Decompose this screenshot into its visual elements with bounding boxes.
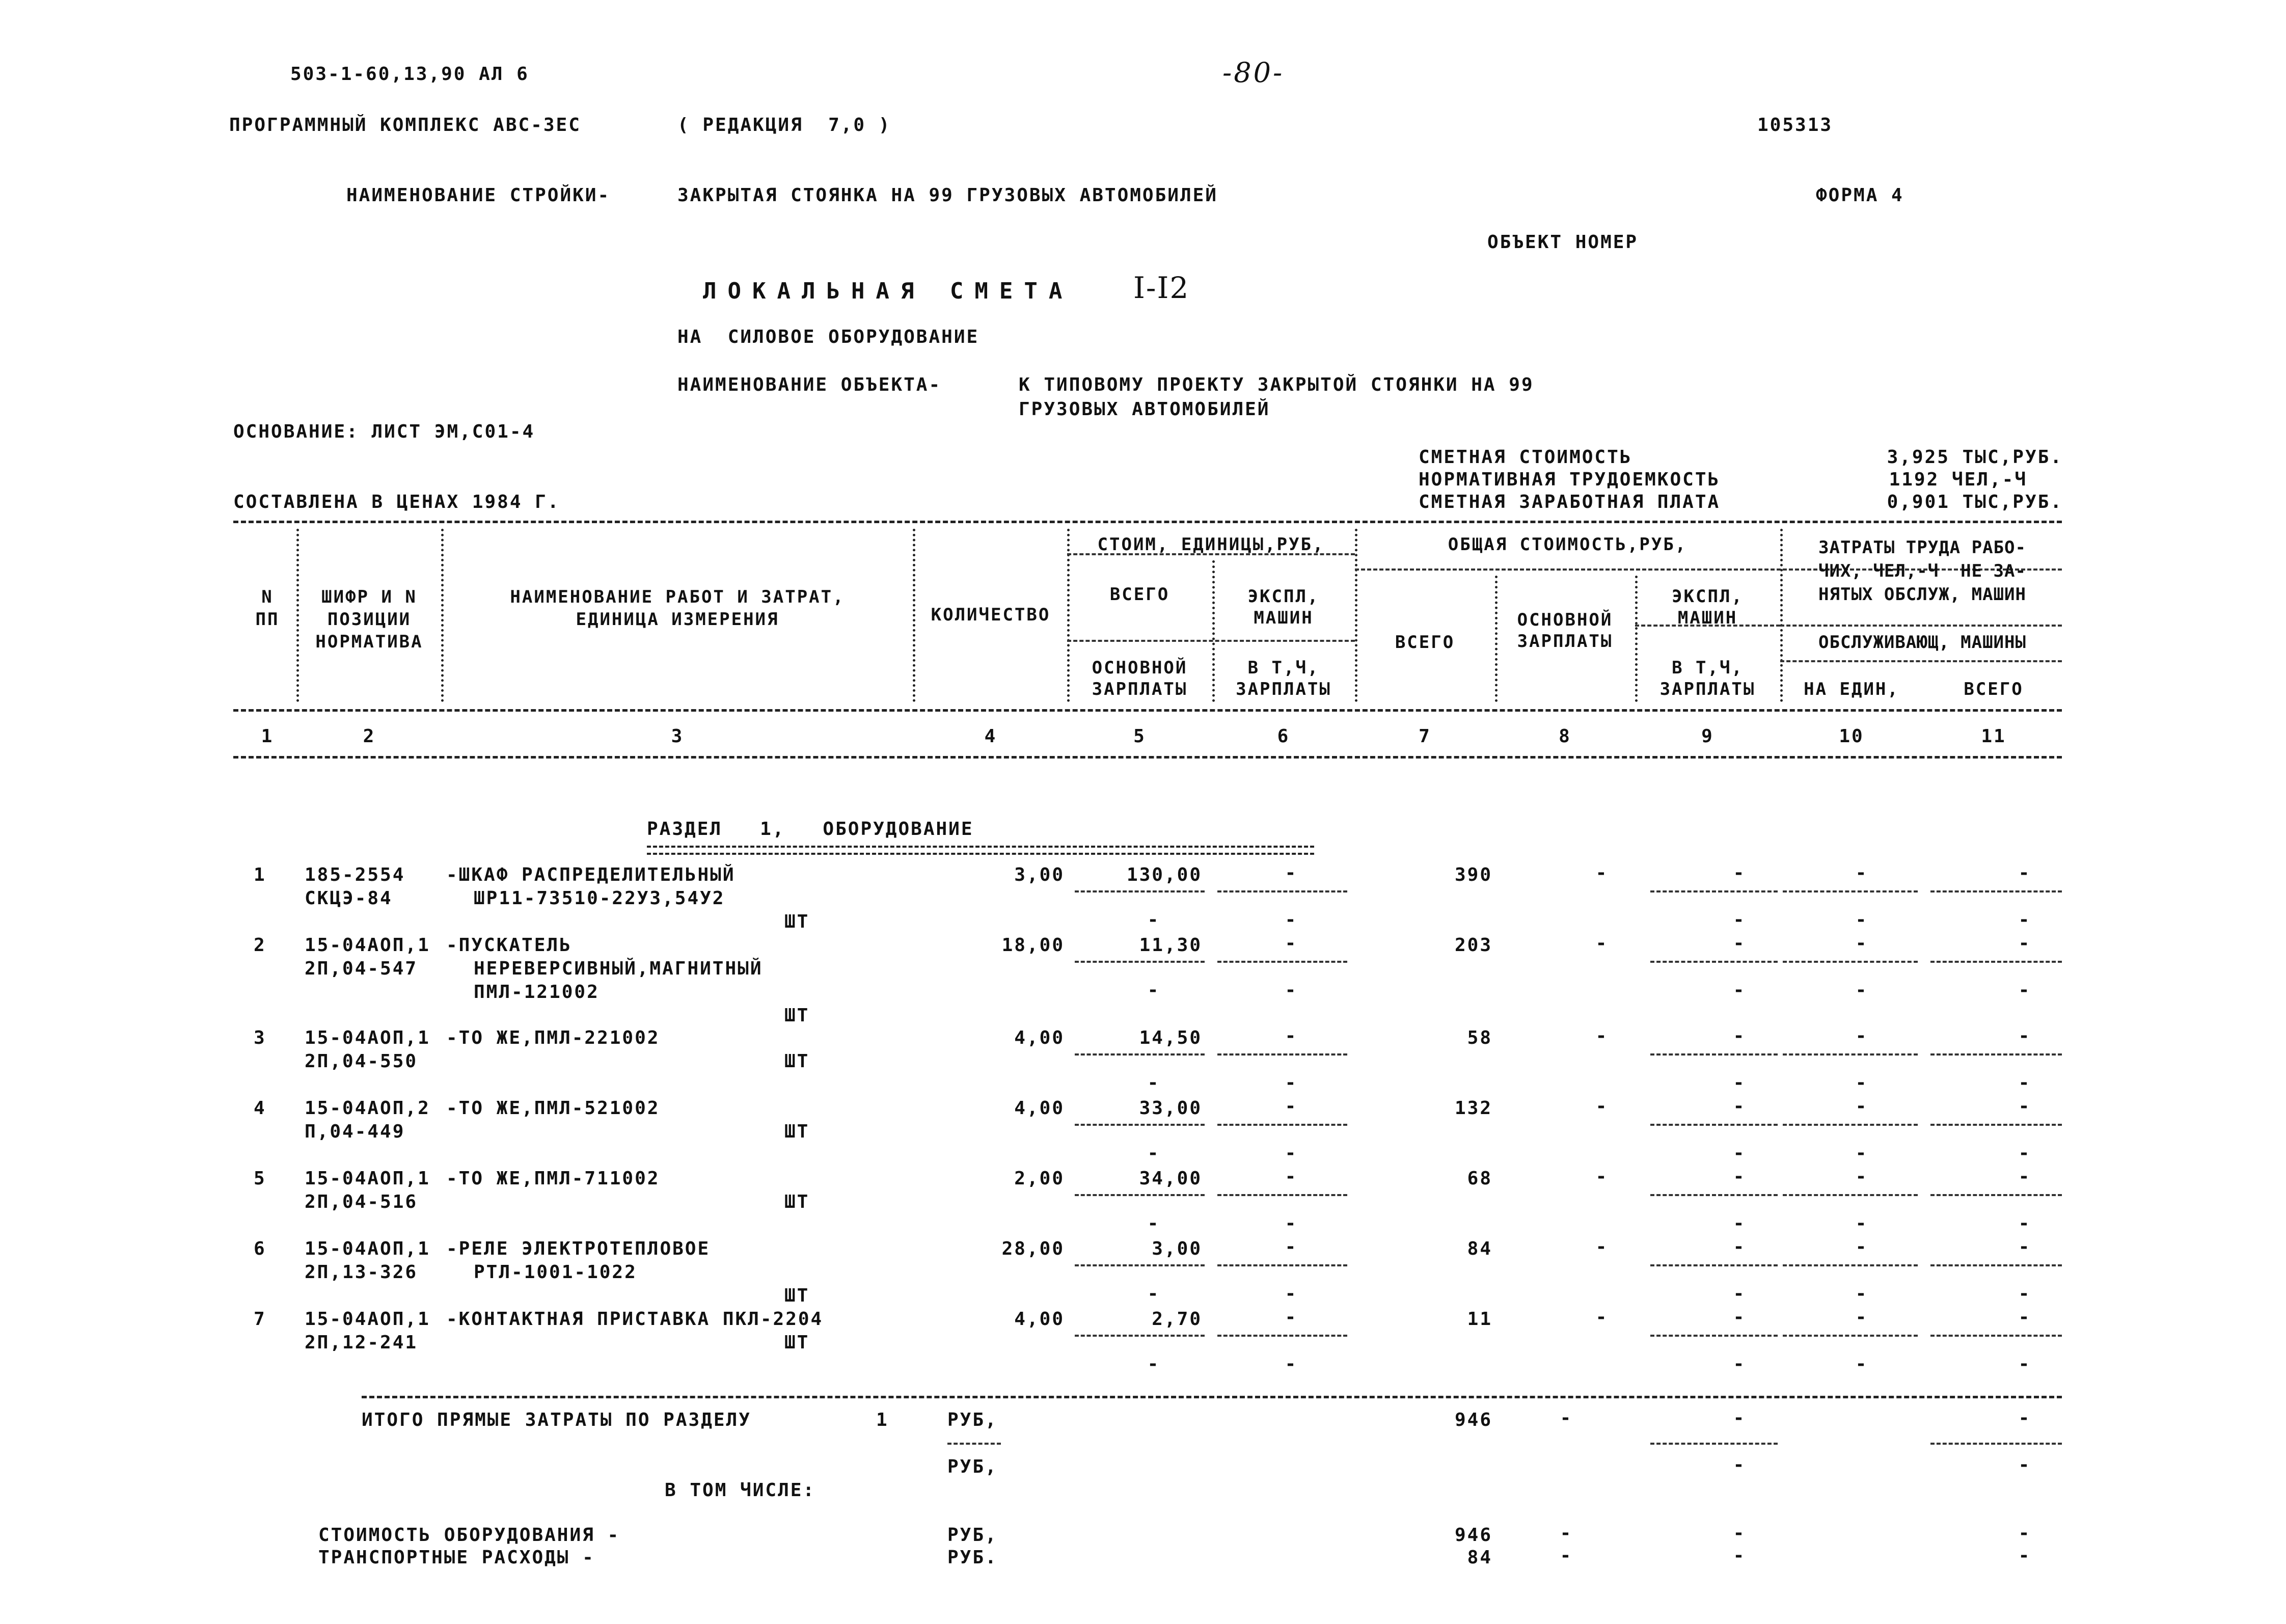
unit-expl-title: ЭКСПЛ, МАШИН: [1247, 586, 1320, 628]
labor-unit-title: НА ЕДИН,: [1804, 679, 1899, 699]
dash-mark: -: [1560, 1408, 1573, 1428]
dash-mark: -: [1147, 1072, 1160, 1093]
work-name: -ПУСКАТЕЛЬ: [446, 935, 572, 956]
total-wage-title: ОСНОВНОЙ ЗАРПЛАТЫ: [1517, 610, 1613, 652]
row-number: 1: [254, 864, 266, 885]
row-number: 6: [254, 1238, 266, 1259]
dash-mark: -: [1595, 1236, 1609, 1257]
norm-code: 15-04АОП,1: [305, 1027, 430, 1048]
header-rule: [1067, 640, 1355, 642]
col-2-title: ШИФР И N ПОЗИЦИИ НОРМАТИВА: [315, 587, 423, 652]
dash-mark: -: [1595, 1096, 1609, 1117]
dash-mark: -: [1855, 909, 1868, 930]
norm-code: 15-04АОП,2: [305, 1098, 430, 1119]
cell-rule: [1217, 1124, 1347, 1126]
cell-rule: [1930, 890, 2062, 892]
dash-mark: -: [1733, 1025, 1746, 1046]
dash-mark: -: [1285, 1096, 1298, 1117]
col-number: 5: [1133, 726, 1146, 747]
dash-mark: -: [1285, 933, 1298, 954]
unit-price: 34,00: [1139, 1168, 1202, 1189]
cell-rule: [1650, 1124, 1778, 1126]
dash-mark: -: [1285, 1213, 1298, 1234]
cell-rule: [1075, 1124, 1205, 1126]
norm-code-extra: 2П,04-550: [305, 1051, 418, 1072]
price-basis: СОСТАВЛЕНА В ЦЕНАХ 1984 Г.: [233, 492, 560, 512]
total-cost: 58: [1467, 1027, 1492, 1048]
col-divider: [913, 529, 915, 702]
dash-mark: -: [1733, 1454, 1746, 1475]
cell-rule: [1217, 1264, 1347, 1266]
dash-mark: -: [1855, 1283, 1868, 1304]
dash-mark: -: [2018, 1354, 2031, 1374]
equipment-cost-label: СТОИМОСТЬ ОБОРУДОВАНИЯ -: [318, 1525, 620, 1546]
cell-rule: [1650, 961, 1778, 963]
cell-rule: [1650, 1194, 1778, 1196]
dash-mark: -: [1285, 1072, 1298, 1093]
norm-code-extra: 2П,04-516: [305, 1192, 418, 1212]
dash-mark: -: [1285, 909, 1298, 930]
total-cost: 68: [1467, 1168, 1492, 1189]
object-label: НАИМЕНОВАНИЕ ОБЪЕКТА-: [677, 374, 942, 395]
total-cost: 84: [1467, 1238, 1492, 1259]
dash-mark: -: [1147, 1143, 1160, 1163]
dash-mark: -: [2018, 1236, 2031, 1257]
unit-of-measure: ШТ: [784, 911, 810, 932]
header-bottom-rule: [233, 756, 2062, 759]
quantity: 3,00: [1014, 864, 1065, 885]
dash-mark: -: [2018, 980, 2031, 1000]
dash-mark: -: [1147, 1354, 1160, 1374]
footer-rule: [1650, 1443, 1778, 1445]
cell-rule: [1930, 1264, 2062, 1266]
dash-mark: -: [1855, 1072, 1868, 1093]
cell-rule: [1075, 961, 1205, 963]
unit-of-measure: ШТ: [784, 1005, 810, 1026]
col-1-title: N ПП: [255, 587, 280, 630]
dash-mark: -: [1595, 1025, 1609, 1046]
work-name: -КОНТАКТНАЯ ПРИСТАВКА ПКЛ-2204: [446, 1309, 824, 1330]
labor-title: ЗАТРАТЫ ТРУДА РАБО- ЧИХ, ЧЕЛ,-Ч НЕ ЗА- НЯТЫХ ОБСЛУЖ, МАШИН: [1818, 537, 2026, 605]
total-wage2-title: В Т,Ч, ЗАРПЛАТЫ: [1659, 658, 1756, 699]
norm-code: 15-04АОП,1: [305, 935, 430, 956]
dash-mark: -: [2018, 1072, 2031, 1093]
col-number: 6: [1277, 726, 1290, 747]
section-underline: [647, 846, 1314, 855]
cell-rule: [1650, 1053, 1778, 1055]
section-title: РАЗДЕЛ 1, ОБОРУДОВАНИЕ: [647, 819, 974, 840]
dash-mark: -: [1733, 980, 1746, 1000]
object-number-label: ОБЪЕКТ НОМЕР: [1487, 232, 1639, 253]
dash-mark: -: [1560, 1523, 1573, 1544]
norm-code: 185-2554: [305, 864, 405, 885]
dash-mark: -: [2018, 1025, 2031, 1046]
dash-mark: -: [1855, 1025, 1868, 1046]
unit-cost-title: СТОИМ, ЕДИНИЦЫ,РУБ,: [1097, 534, 1325, 555]
transport-cost-label: ТРАНСПОРТНЫЕ РАСХОДЫ -: [318, 1547, 595, 1568]
cell-rule: [1217, 1335, 1347, 1337]
row-number: 2: [254, 935, 266, 956]
dash-mark: -: [1855, 1354, 1868, 1374]
work-name: -ТО ЖЕ,ПМЛ-521002: [446, 1098, 660, 1119]
cell-rule: [1783, 1124, 1918, 1126]
cell-rule: [1650, 1264, 1778, 1266]
unit-of-measure: ШТ: [784, 1332, 810, 1353]
dash-mark: -: [2018, 1143, 2031, 1163]
col-divider: [1355, 529, 1357, 702]
header-top-rule: [233, 521, 2062, 523]
total-cost: 132: [1454, 1098, 1492, 1119]
unit-of-measure: ШТ: [784, 1051, 810, 1072]
dash-mark: -: [1855, 1166, 1868, 1187]
unit-price: 3,00: [1152, 1238, 1202, 1259]
total-value: 946: [1454, 1410, 1492, 1430]
dash-mark: -: [1595, 1166, 1609, 1187]
cell-rule: [1930, 1053, 2062, 1055]
total-currency: РУБ,: [947, 1410, 998, 1430]
row-number: 5: [254, 1168, 266, 1189]
norm-code: 15-04АОП,1: [305, 1168, 430, 1189]
construction-label: НАИМЕНОВАНИЕ СТРОЙКИ-: [346, 185, 611, 206]
row-number: 3: [254, 1027, 266, 1048]
cell-rule: [1075, 1053, 1205, 1055]
total-cost: 203: [1454, 935, 1492, 956]
cell-rule: [1217, 890, 1347, 892]
dash-mark: -: [1855, 1096, 1868, 1117]
document-subtitle: НА СИЛОВОЕ ОБОРУДОВАНИЕ: [677, 327, 979, 347]
document-code: 503-1-60,13,90 АЛ 6: [290, 64, 529, 85]
dash-mark: -: [2018, 1213, 2031, 1234]
dash-mark: -: [1285, 1143, 1298, 1163]
cell-rule: [1650, 1335, 1778, 1337]
col-number: 7: [1419, 726, 1431, 747]
total-cost: 11: [1467, 1309, 1492, 1330]
unit-of-measure: ШТ: [784, 1192, 810, 1212]
summary-value-wage: 0,901 ТЫС,РУБ.: [1887, 492, 2063, 512]
sub-currency: РУБ,: [947, 1456, 998, 1477]
total-section-number: 1: [876, 1410, 889, 1430]
dash-mark: -: [1855, 1307, 1868, 1328]
cell-rule: [1075, 1335, 1205, 1337]
unit-wage-title: ОСНОВНОЙ ЗАРПЛАТЫ: [1092, 658, 1188, 699]
dash-mark: -: [1285, 1283, 1298, 1304]
dash-mark: -: [1855, 1143, 1868, 1163]
equipment-cost-value: 946: [1454, 1525, 1492, 1546]
dash-mark: -: [1733, 1307, 1746, 1328]
estimate-number: I-I2: [1133, 270, 1190, 305]
dash-mark: -: [1855, 980, 1868, 1000]
equipment-currency: РУБ,: [947, 1525, 998, 1546]
quantity: 28,00: [1001, 1238, 1065, 1259]
col-number: 1: [261, 726, 274, 747]
dash-mark: -: [2018, 1545, 2031, 1566]
dash-mark: -: [2018, 862, 2031, 883]
dash-mark: -: [1285, 862, 1298, 883]
dash-mark: -: [2018, 933, 2031, 954]
transport-cost-value: 84: [1467, 1547, 1492, 1568]
unit-price: 2,70: [1152, 1309, 1202, 1330]
dash-mark: -: [1733, 1072, 1746, 1093]
dash-mark: -: [1560, 1545, 1573, 1566]
dash-mark: -: [1285, 1025, 1298, 1046]
dash-mark: -: [1733, 1143, 1746, 1163]
dash-mark: -: [2018, 1408, 2031, 1428]
dash-mark: -: [2018, 1307, 2031, 1328]
unit-total-title: ВСЕГО: [1109, 584, 1170, 605]
summary-label-cost: СМЕТНАЯ СТОИМОСТЬ: [1419, 447, 1632, 468]
cell-rule: [1650, 890, 1778, 892]
including-label: В ТОМ ЧИСЛЕ:: [665, 1480, 816, 1501]
page-number: -80-: [1222, 57, 1285, 89]
cell-rule: [1075, 890, 1205, 892]
cell-rule: [1783, 1264, 1918, 1266]
dash-mark: -: [1147, 909, 1160, 930]
program-edition: ( РЕДАКЦИЯ 7,0 ): [677, 115, 891, 136]
col-number: 10: [1839, 726, 1864, 747]
dash-mark: -: [1733, 1354, 1746, 1374]
cell-rule: [1783, 1194, 1918, 1196]
document-number: 105313: [1757, 115, 1833, 136]
footer-rule: [947, 1443, 1001, 1445]
quantity: 4,00: [1014, 1098, 1065, 1119]
row-number: 7: [254, 1309, 266, 1330]
quantity: 18,00: [1001, 935, 1065, 956]
transport-currency: РУБ.: [947, 1547, 998, 1568]
footer-rule: [362, 1396, 2062, 1398]
cell-rule: [1217, 1194, 1347, 1196]
unit-price: 33,00: [1139, 1098, 1202, 1119]
total-cost: 390: [1454, 864, 1492, 885]
dash-mark: -: [1855, 1236, 1868, 1257]
cell-rule: [1075, 1264, 1205, 1266]
cell-rule: [1783, 1053, 1918, 1055]
total-expl-title: ЭКСПЛ, МАШИН: [1672, 586, 1744, 628]
header-rule: [1780, 660, 2062, 662]
dash-mark: -: [2018, 1283, 2031, 1304]
col-divider: [296, 529, 299, 702]
object-name-line-2: ГРУЗОВЫХ АВТОМОБИЛЕЙ: [1019, 399, 1270, 420]
cell-rule: [1783, 1335, 1918, 1337]
summary-value-cost: 3,925 ТЫС,РУБ.: [1887, 447, 2063, 468]
dash-mark: -: [1733, 1283, 1746, 1304]
total-label: ИТОГО ПРЯМЫЕ ЗАТРАТЫ ПО РАЗДЕЛУ: [362, 1410, 751, 1430]
object-name-line-1: К ТИПОВОМУ ПРОЕКТУ ЗАКРЫТОЙ СТОЯНКИ НА 99: [1019, 374, 1534, 395]
dash-mark: -: [1733, 1408, 1746, 1428]
cell-rule: [1930, 1335, 2062, 1337]
unit-price: 14,50: [1139, 1027, 1202, 1048]
summary-label-labor: НОРМАТИВНАЯ ТРУДОЕМКОСТЬ: [1419, 469, 1721, 490]
labor-total-title: ВСЕГО: [1964, 679, 2024, 699]
dash-mark: -: [1285, 1236, 1298, 1257]
col-number: 9: [1701, 726, 1714, 747]
cell-rule: [1930, 961, 2062, 963]
dash-mark: -: [1595, 933, 1609, 954]
unit-price: 130,00: [1126, 864, 1202, 885]
unit-of-measure: ШТ: [784, 1285, 810, 1306]
cell-rule: [1075, 1194, 1205, 1196]
summary-label-wage: СМЕТНАЯ ЗАРАБОТНАЯ ПЛАТА: [1419, 492, 1721, 512]
dash-mark: -: [1147, 1283, 1160, 1304]
cell-rule: [1930, 1194, 2062, 1196]
dash-mark: -: [1285, 1166, 1298, 1187]
col-number: 11: [1981, 726, 2006, 747]
dash-mark: -: [1733, 1523, 1746, 1544]
row-number: 4: [254, 1098, 266, 1119]
basis: ОСНОВАНИЕ: ЛИСТ ЭМ,С01-4: [233, 421, 535, 442]
col-3-title: НАИМЕНОВАНИЕ РАБОТ И ЗАТРАТ, ЕДИНИЦА ИЗМЕРЕНИЯ: [510, 587, 845, 630]
work-name-line-2: НЕРЕВЕРСИВНЫЙ,МАГНИТНЫЙ: [474, 958, 763, 979]
unit-price: 11,30: [1139, 935, 1202, 956]
dash-mark: -: [1147, 980, 1160, 1000]
quantity: 4,00: [1014, 1027, 1065, 1048]
work-name: -ТО ЖЕ,ПМЛ-711002: [446, 1168, 660, 1189]
footer-rule: [1930, 1443, 2062, 1445]
quantity: 4,00: [1014, 1309, 1065, 1330]
dash-mark: -: [1855, 1213, 1868, 1234]
norm-code-extra: СКЦЭ-84: [305, 888, 393, 909]
header-rule: [1780, 625, 2062, 627]
cell-rule: [1930, 1124, 2062, 1126]
dash-mark: -: [1733, 862, 1746, 883]
dash-mark: -: [2018, 1454, 2031, 1475]
col-number: 2: [363, 726, 376, 747]
program-name: ПРОГРАММНЫЙ КОМПЛЕКС АВС-3ЕС: [229, 115, 581, 136]
dash-mark: -: [1147, 1213, 1160, 1234]
col-number: 4: [984, 726, 997, 747]
dash-mark: -: [2018, 1096, 2031, 1117]
dash-mark: -: [2018, 1166, 2031, 1187]
col-number: 8: [1559, 726, 1571, 747]
dash-mark: -: [1285, 980, 1298, 1000]
norm-code: 15-04АОП,1: [305, 1238, 430, 1259]
work-name: -РЕЛЕ ЭЛЕКТРОТЕПЛОВОЕ: [446, 1238, 711, 1259]
dash-mark: -: [1733, 909, 1746, 930]
unit-of-measure: ШТ: [784, 1121, 810, 1142]
dash-mark: -: [1733, 1236, 1746, 1257]
dash-mark: -: [1733, 1545, 1746, 1566]
labor-serv-title: ОБСЛУЖИВАЮЩ, МАШИНЫ: [1818, 632, 2026, 653]
work-name-line-2: РТЛ-1001-1022: [474, 1262, 637, 1283]
col-divider: [441, 529, 444, 702]
work-name-line-2: ШР11-73510-22У3,54У2: [474, 888, 725, 909]
norm-code-extra: 2П,13-326: [305, 1262, 418, 1283]
work-name-line-3: ПМЛ-121002: [474, 982, 600, 1003]
form-label: ФОРМА 4: [1816, 185, 1904, 206]
work-name: -ШКАФ РАСПРЕДЕЛИТЕЛЬНЫЙ: [446, 864, 736, 885]
quantity: 2,00: [1014, 1168, 1065, 1189]
dash-mark: -: [1733, 933, 1746, 954]
dash-mark: -: [1595, 1307, 1609, 1328]
norm-code-extra: 2П,04-547: [305, 958, 418, 979]
cell-rule: [1217, 1053, 1347, 1055]
dash-mark: -: [1285, 1354, 1298, 1374]
total-all-title: ВСЕГО: [1395, 632, 1455, 653]
dash-mark: -: [2018, 1523, 2031, 1544]
unit-wage2-title: В Т,Ч, ЗАРПЛАТЫ: [1236, 658, 1331, 699]
document-title: ЛОКАЛЬНАЯ СМЕТА: [703, 278, 1074, 304]
dash-mark: -: [2018, 909, 2031, 930]
cell-rule: [1783, 890, 1918, 892]
dash-mark: -: [1855, 862, 1868, 883]
norm-code-extra: П,04-449: [305, 1121, 405, 1142]
norm-code-extra: 2П,12-241: [305, 1332, 418, 1353]
cell-rule: [1783, 961, 1918, 963]
total-cost-title: ОБЩАЯ СТОИМОСТЬ,РУБ,: [1448, 534, 1688, 555]
norm-code: 15-04АОП,1: [305, 1309, 430, 1330]
dash-mark: -: [1733, 1166, 1746, 1187]
construction-name: ЗАКРЫТАЯ СТОЯНКА НА 99 ГРУЗОВЫХ АВТОМОБИЛЕЙ: [677, 185, 1218, 206]
dash-mark: -: [1595, 862, 1609, 883]
dash-mark: -: [1733, 1213, 1746, 1234]
col-4-title: КОЛИЧЕСТВО: [931, 605, 1051, 625]
header-rule: [233, 709, 2062, 712]
col-number: 3: [671, 726, 684, 747]
dash-mark: -: [1733, 1096, 1746, 1117]
summary-value-labor: 1192 ЧЕЛ,-Ч: [1889, 469, 2027, 490]
dash-mark: -: [1285, 1307, 1298, 1328]
dash-mark: -: [1855, 933, 1868, 954]
cell-rule: [1217, 961, 1347, 963]
work-name: -ТО ЖЕ,ПМЛ-221002: [446, 1027, 660, 1048]
